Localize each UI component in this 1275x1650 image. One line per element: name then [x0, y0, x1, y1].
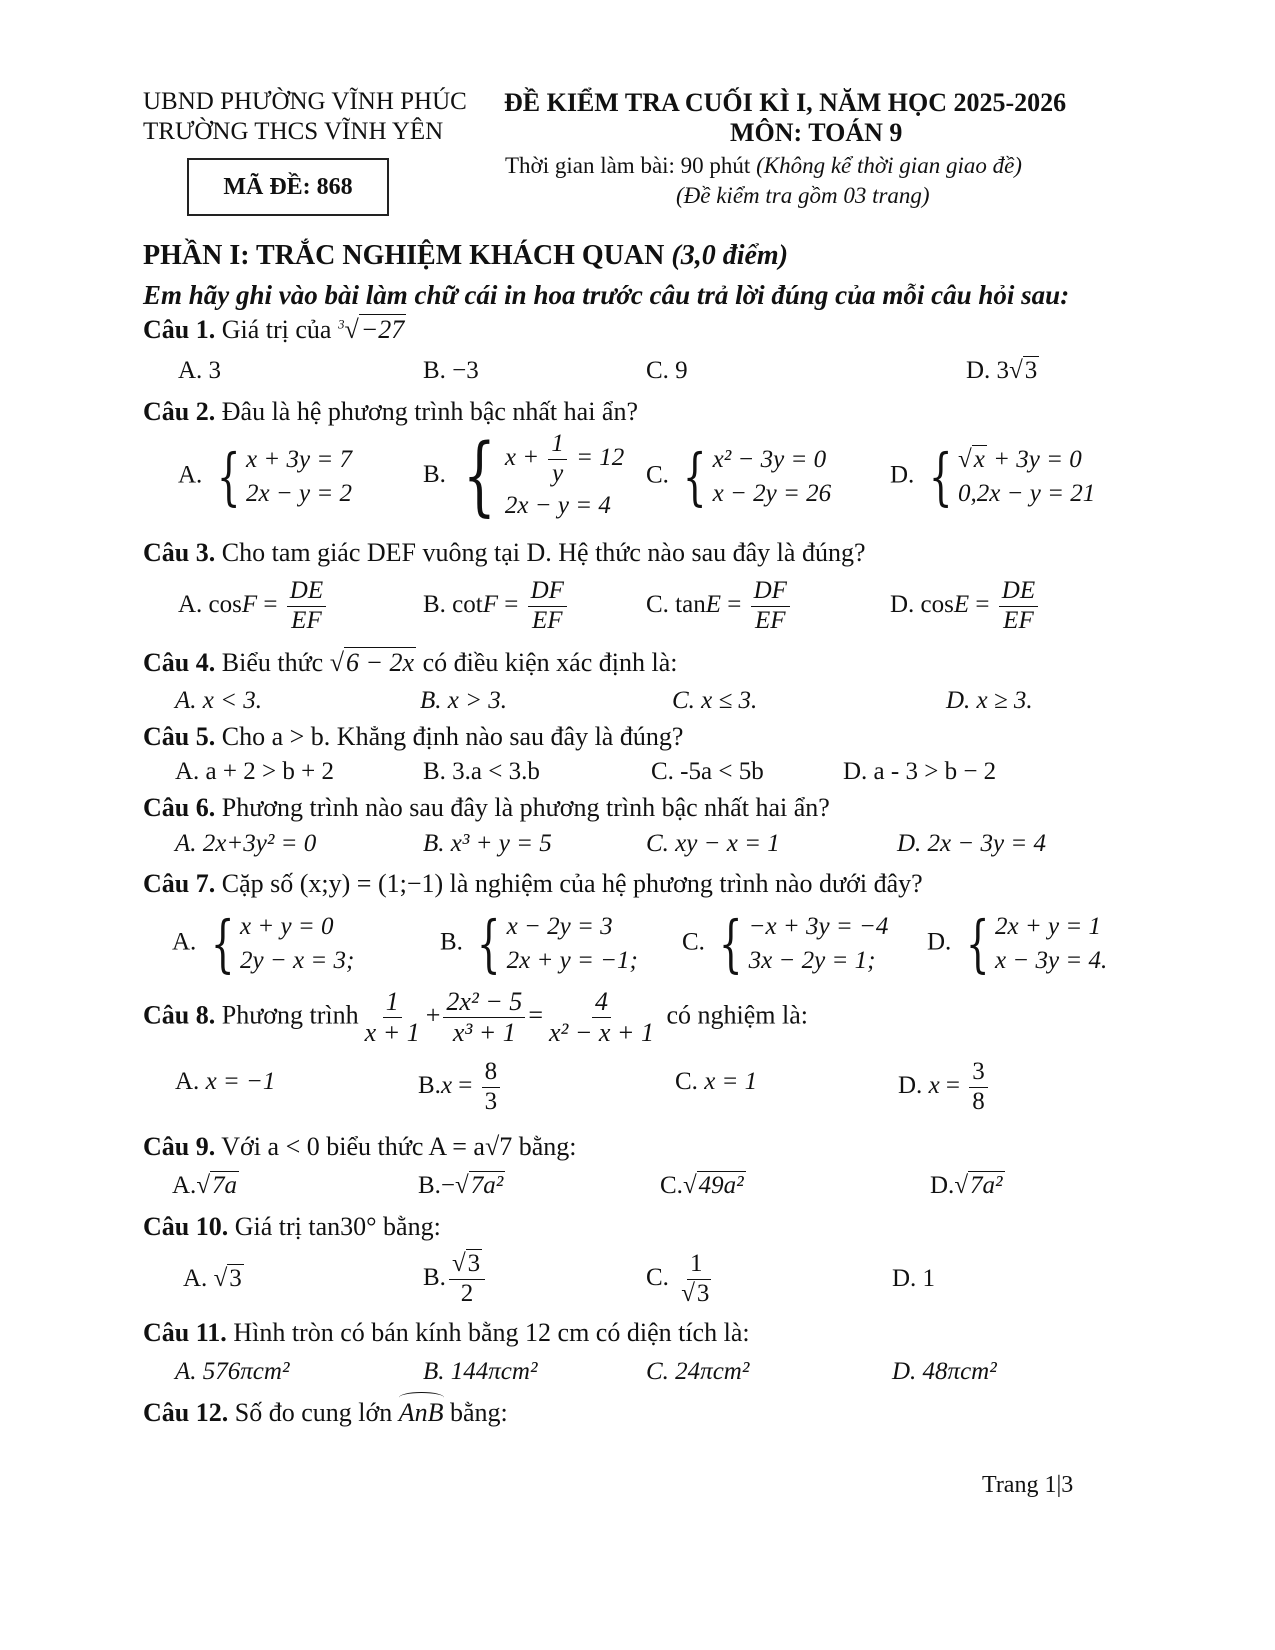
question-3: [143, 538, 865, 568]
question-1: [143, 315, 406, 345]
question-9: [143, 1132, 577, 1162]
q11-option-a: A. 576πcm²: [175, 1358, 290, 1385]
q8-option-d: D. x = $\frac{3}{8}$: [898, 1058, 991, 1117]
school-name: TRƯỜNG THCS VĨNH YÊN: [143, 118, 444, 145]
q1-option-d: D. 3√3: [966, 357, 1038, 384]
q3-option-c: C. tanE = $\frac{DF}{EF}$: [646, 577, 793, 636]
q3-option-b: B. cotF = $\frac{DF}{EF}$: [423, 577, 570, 636]
q7-option-c: C. { −x + 3y = −4 3x − 2y = 1;: [682, 906, 889, 980]
pages-note: (Đề kiểm tra gồm 03 trang): [676, 183, 930, 208]
question-text: Hình tròn có bán kính bằng 12 cm có diện tích là:: [233, 1318, 750, 1347]
q2-option-d: D. { √x + 3y = 0 0,2x − y = 21: [890, 439, 1096, 513]
question-10: [143, 1212, 441, 1242]
question-text: Biểu thức: [221, 648, 324, 677]
q9-option-d: D.√7a²: [930, 1172, 1003, 1199]
time-note: (Không kể thời gian giao đề): [756, 153, 1022, 178]
exam-code-box: MÃ ĐỀ: 868: [187, 158, 389, 216]
page-number: Trang 1|3: [982, 1472, 1074, 1498]
q2-option-c: C. { x² − 3y = 0 x − 2y = 26: [646, 439, 832, 513]
question-label: Câu 7.: [143, 869, 216, 898]
q6-option-c: C. xy − x = 1: [646, 830, 780, 857]
q1-option-a: A. 3: [178, 357, 222, 384]
question-label: Câu 2.: [143, 397, 216, 426]
q7-option-a: A. { x + y = 0 2y − x = 3;: [172, 906, 355, 980]
authority-name: UBND PHƯỜNG VĨNH PHÚC: [143, 88, 467, 115]
question-text: Giá trị tan30° bằng:: [234, 1212, 441, 1241]
q10-option-d: D. 1: [892, 1265, 936, 1292]
q7-option-b: B. { x − 2y = 3 2x + y = −1;: [440, 906, 638, 980]
question-text: Số đo cung lớn: [234, 1398, 393, 1427]
part1-title-text: PHẦN I: TRẮC NGHIỆM KHÁCH QUAN: [143, 240, 665, 271]
arc-label: AnB: [398, 1398, 444, 1427]
q3-option-a: A. cosF = $\frac{DE}{EF}$: [178, 577, 329, 636]
question-text: Giá trị của: [221, 315, 332, 344]
q1-option-c: C. 9: [646, 357, 688, 384]
question-label: Câu 12.: [143, 1398, 229, 1427]
question-label: Câu 4.: [143, 648, 216, 677]
q4-option-c: C. x ≤ 3.: [672, 687, 758, 714]
q5-option-a: A. a + 2 > b + 2: [175, 758, 334, 785]
part1-points: (3,0 điểm): [671, 240, 789, 271]
q9-option-a: A.√7a: [172, 1172, 238, 1199]
question-4: [143, 648, 677, 678]
question-label: Câu 8.: [143, 1000, 216, 1030]
q11-option-c: C. 24πcm²: [646, 1358, 750, 1385]
exam-title: ĐỀ KIỂM TRA CUỐI KÌ I, NĂM HỌC 2025-2026: [504, 88, 1067, 117]
q8-option-a: A. x = −1: [175, 1068, 276, 1095]
q6-option-d: D. 2x − 3y = 4: [897, 830, 1046, 857]
question-label: Câu 10.: [143, 1212, 229, 1241]
question-text: Cho a > b. Khẳng định nào sau đây là đúng?: [221, 722, 684, 751]
q5-option-b: B. 3.a < 3.b: [423, 758, 540, 785]
q4-option-d: D. x ≥ 3.: [946, 687, 1033, 714]
question-label: Câu 11.: [143, 1318, 227, 1347]
q9-option-b: B.−√7a²: [418, 1172, 504, 1199]
question-label: Câu 9.: [143, 1132, 216, 1161]
q8-option-c: C. x = 1: [675, 1068, 758, 1095]
q3-option-d: D. cosE = $\frac{DE}{EF}$: [890, 577, 1041, 636]
q6-option-a: A. 2x+3y² = 0: [175, 830, 317, 857]
question-text: Với a < 0 biểu thức A = a√7 bằng:: [221, 1132, 577, 1161]
question-label: Câu 3.: [143, 538, 216, 567]
q11-option-b: B. 144πcm²: [423, 1358, 538, 1385]
q10-option-c: C. $\frac{1}{√3}$: [646, 1250, 710, 1307]
q10-option-b: B. $\frac{√3}{2}$: [423, 1250, 488, 1309]
subject-title: MÔN: TOÁN 9: [730, 118, 903, 147]
question-text: Đâu là hệ phương trình bậc nhất hai ẩn?: [221, 397, 639, 426]
question-text-after: bằng:: [450, 1398, 508, 1427]
time-label: Thời gian làm bài: 90 phút: [505, 153, 751, 178]
question-text-after: có nghiệm là:: [666, 1000, 808, 1030]
q8-option-b: B.x = $\frac{8}{3}$: [418, 1058, 503, 1117]
q2-option-a: A. { x + 3y = 7 2x − y = 2: [178, 439, 352, 513]
question-12: [143, 1398, 508, 1428]
q5-option-c: C. -5a < 5b: [651, 758, 764, 785]
question-11: [143, 1318, 750, 1348]
question-text-after: có điều kiện xác định là:: [422, 648, 678, 677]
question-6: [143, 793, 830, 823]
q1-option-b: B. −3: [423, 357, 479, 384]
question-label: Câu 5.: [143, 722, 216, 751]
q5-option-d: D. a - 3 > b − 2: [843, 758, 997, 785]
question-text: Phương trình nào sau đây là phương trình bậc nhất hai ẩn?: [221, 793, 830, 822]
question-text: Phương trình: [221, 1000, 359, 1030]
part1-title: [143, 240, 788, 272]
q6-option-b: B. x³ + y = 5: [423, 830, 552, 857]
question-text: Cho tam giác DEF vuông tại D. Hệ thức nào sau đây là đúng?: [221, 538, 866, 567]
sqrt-expression: √6 − 2x: [329, 648, 415, 677]
question-5: [143, 722, 683, 752]
question-7: [143, 869, 923, 899]
question-8: Câu 8. Phương trình $\frac{1}{x + 1}$ + $\frac{\text{2x² − 5}}{\text{x³ + 1}}$ = $\frac{4}{\text{x² − x + 1}}$ có nghiệm là:: [143, 987, 808, 1047]
q2-option-b: B. { x + $\frac{1}{y}$ = 12 2x − y = 4: [423, 426, 625, 527]
q7-option-d: D. { 2x + y = 1 x − 3y = 4.: [927, 906, 1108, 980]
q4-option-a: A. x < 3.: [175, 687, 262, 714]
q9-option-c: C.√49a²: [660, 1172, 744, 1199]
cube-root-expression: $^3$√−27: [337, 315, 405, 344]
time-info: [505, 153, 1022, 179]
q11-option-d: D. 48πcm²: [892, 1358, 997, 1385]
question-label: Câu 1.: [143, 315, 216, 344]
q10-option-a: A. √3: [183, 1265, 242, 1292]
q4-option-b: B. x > 3.: [420, 687, 507, 714]
question-2: [143, 397, 638, 427]
question-text: Cặp số (x;y) = (1;−1) là nghiệm của hệ phương trình nào dưới đây?: [221, 869, 923, 898]
part1-instruction: Em hãy ghi vào bài làm chữ cái in hoa trước câu trả lời đúng của mỗi câu hỏi sau:: [143, 280, 1070, 310]
question-label: Câu 6.: [143, 793, 216, 822]
